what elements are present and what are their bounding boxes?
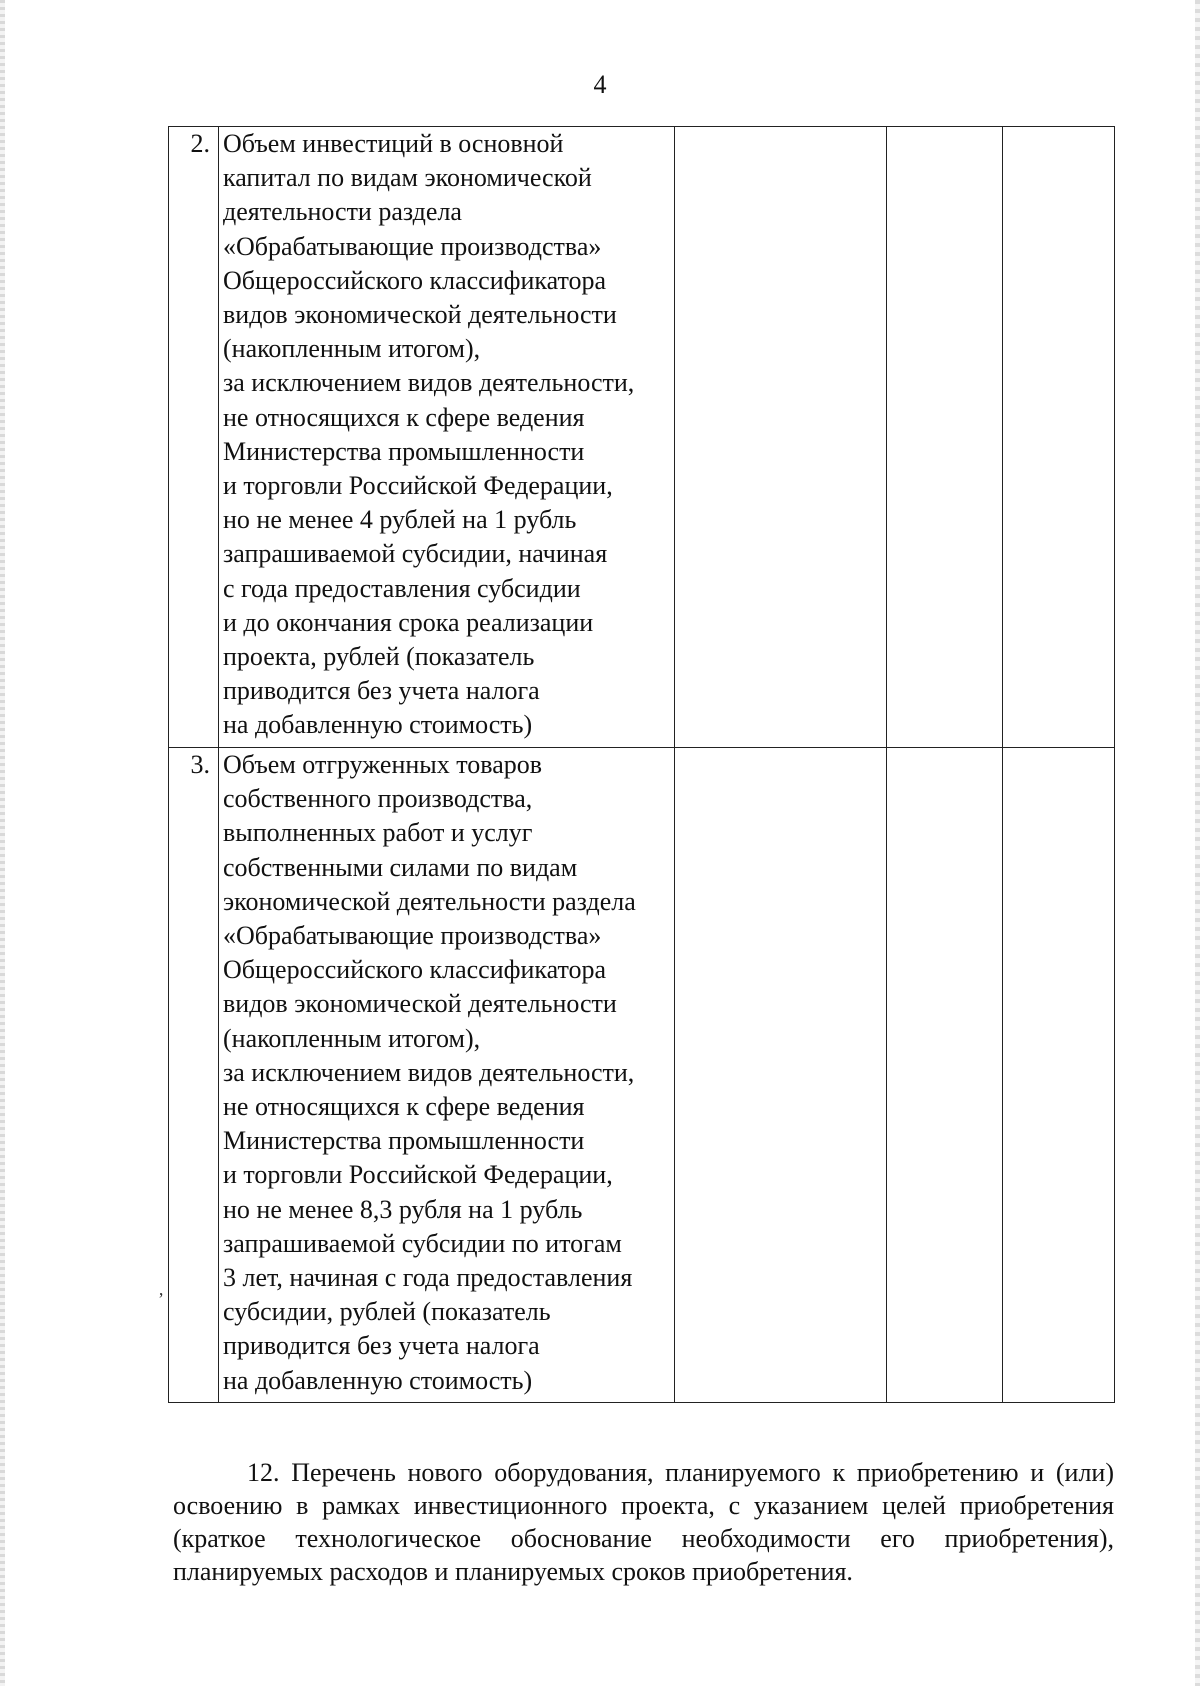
value-cell-1 [675, 127, 887, 748]
row-number: 3. [169, 748, 219, 1403]
row-number: 2. [169, 127, 219, 748]
stray-scan-mark: ʼ [158, 1289, 164, 1309]
value-cell-3 [1003, 127, 1115, 748]
table-row [169, 127, 1115, 748]
scan-edge-left [0, 0, 5, 1686]
table-row [169, 748, 1115, 1403]
value-cell-2 [887, 748, 1003, 1403]
indicator-name: Объем инвестиций в основной капитал по видам экономической деятельности раздела «Обрабатывающие производства» Общероссийского классификатора видов экономической деятельности (накопленным итогом), за исключением видов деятельности, не относящихся к сфере ведения Министерства промышленности и торговли Российской Федерации, но не менее 4 рублей на 1 рубль запрашиваемой субсидии, начиная с года предоставления субсидии и до окончания срока реализации проекта, рублей (показатель приводится без учета налога на добавленную стоимость) [219, 127, 675, 748]
indicator-name: Объем отгруженных товаров собственного производства, выполненных работ и услуг собственными силами по видам экономической деятельности раздела «Обрабатывающие производства» Общероссийского классификатора видов экономической деятельности (накопленным итогом), за исключением видов деятельности, не относящихся к сфере ведения Министерства промышленности и торговли Российской Федерации, но не менее 8,3 рубля на 1 рубль запрашиваемой субсидии по итогам 3 лет, начиная с года предоставления субсидии, рублей (показатель приводится без учета налога на добавленную стоимость) [219, 748, 675, 1403]
page-number: 4 [593, 70, 607, 99]
indicators-table [168, 126, 1115, 1403]
value-cell-3 [1003, 748, 1115, 1403]
value-cell-2 [887, 127, 1003, 748]
scan-edge-right [1195, 0, 1200, 1686]
value-cell-1 [675, 748, 887, 1403]
section-12-paragraph: 12. Перечень нового оборудования, планируемого к приобретению и (или) освоению в рамках инвестиционного проекта, с указанием целей приобретения (краткое технологическое обоснование необходимости его приобретения), планируемых расходов и планируемых сроков приобретения. [173, 1458, 1114, 1586]
